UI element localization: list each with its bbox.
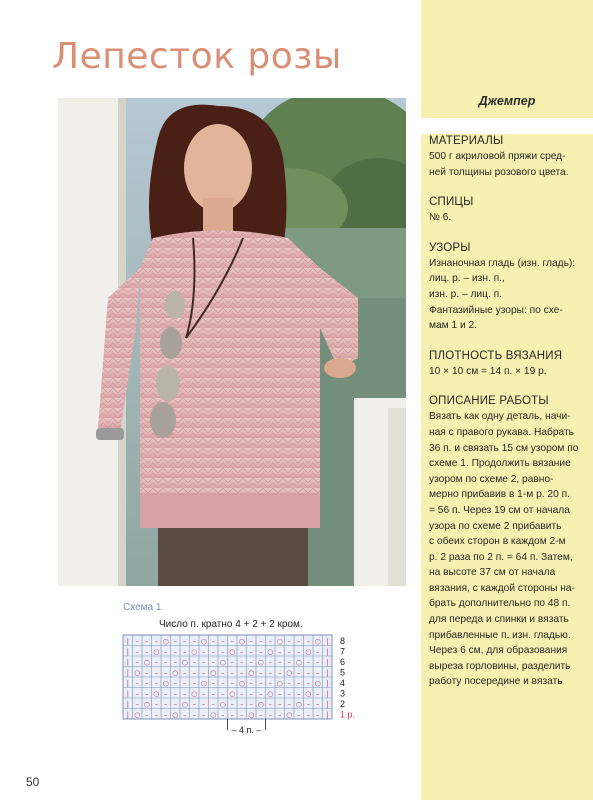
schema-caption: Число п. кратно 4 + 2 + 2 кром. [159,619,303,630]
stitch-symbol: ○ [134,710,141,719]
stitch-symbol: | [326,647,329,656]
section-description [429,394,591,690]
section-gauge [429,349,591,380]
stitch-symbol: – [259,637,263,646]
stitch-symbol: – [306,679,310,688]
stitch-symbol: – [164,647,168,656]
stitch-symbol: – [164,658,168,667]
section-line: мам 1 и 2. [429,320,478,332]
stitch-symbol: – [249,658,253,667]
stitch-symbol: ○ [172,668,179,677]
stitch-symbol: – [173,700,177,709]
stitch-symbol: ○ [134,668,141,677]
section-line: Через 6 см, для образования [429,645,568,657]
row-label: 3 [340,688,346,699]
stitch-symbol: – [306,700,310,709]
section-patterns [429,241,591,334]
stitch-symbol: ○ [153,689,160,698]
stitch-symbol: – [202,668,206,677]
stitch-symbol: ○ [314,679,321,688]
stitch-symbol: – [173,637,177,646]
section-line: работу посередине и вязать [429,676,563,688]
stitch-symbol: ○ [276,679,283,688]
stitch-symbol: – [240,658,244,667]
stitch-symbol: – [306,710,310,719]
stitch-symbol: – [297,689,301,698]
row-label: 2 [340,698,346,709]
stitch-symbol: | [126,689,129,698]
stitch-symbol: ○ [257,700,264,709]
section-line: Вязать как одну деталь, начи- [429,411,571,423]
stitch-symbol: – [145,668,149,677]
stitch-symbol: – [221,647,225,656]
stitch-symbol: – [268,700,272,709]
section-line: схеме 1. Продолжить вязание [429,458,571,470]
stitch-symbol: – [259,710,263,719]
stitch-symbol: – [135,637,139,646]
stitch-symbol: – [173,679,177,688]
stitch-symbol: – [221,710,225,719]
instructions [429,134,591,690]
stitch-symbol: | [126,710,129,719]
stitch-symbol: | [326,668,329,677]
stitch-symbol: – [297,679,301,688]
section-heading: ОПИСАНИЕ РАБОТЫ [429,395,549,408]
stitch-symbol: – [259,647,263,656]
stitch-symbol: – [278,668,282,677]
stitch-symbol: ○ [162,679,169,688]
stitch-symbol: – [278,710,282,719]
stitch-symbol: ○ [305,689,312,698]
stitch-symbol: – [278,700,282,709]
stitch-symbol: – [297,647,301,656]
stitch-symbol: – [230,710,234,719]
model-photo [58,98,406,586]
stitch-symbol: – [316,689,320,698]
stitch-symbol: – [164,689,168,698]
stitch-symbol: ○ [181,700,188,709]
stitch-symbol: – [135,647,139,656]
stitch-symbol: – [230,700,234,709]
stitch-symbol: – [211,647,215,656]
stitch-symbol: – [268,637,272,646]
section-line: 10 × 10 см = 14 п. × 19 р. [429,365,547,377]
stitch-symbol: | [326,710,329,719]
stitch-symbol: – [316,647,320,656]
stitch-symbol: ○ [210,710,217,719]
stitch-symbol: ○ [172,710,179,719]
stitch-symbol: – [183,647,187,656]
section-line: лиц. р. – изн. п., [429,273,505,285]
stitch-symbol: | [126,668,129,677]
stitch-symbol: | [326,658,329,667]
stitch-symbol: | [126,658,129,667]
stitch-symbol: – [316,710,320,719]
stitch-symbol: ○ [295,658,302,667]
section-line: Изнаночная гладь (изн. гладь): [429,257,576,269]
section-heading: ПЛОТНОСТЬ ВЯЗАНИЯ [429,349,563,362]
stitch-symbol: ○ [248,710,255,719]
stitch-symbol: – [135,700,139,709]
stitch-symbol: – [278,658,282,667]
section-line: прибавленные п. изн. гладью. [429,629,571,641]
stitch-symbol: – [230,637,234,646]
section-line: узора по схеме 2 прибавить [429,520,562,532]
stitch-symbol: | [126,700,129,709]
stitch-symbol: – [221,679,225,688]
stitch-symbol: – [173,658,177,667]
stitch-symbol: ○ [286,710,293,719]
stitch-symbol: – [306,658,310,667]
stitch-symbol: – [192,658,196,667]
section-line: выреза горловины, разделить [429,660,571,672]
stitch-symbol: – [173,689,177,698]
page-number: 50 [26,775,40,789]
stitch-symbol: ○ [143,700,150,709]
section-heading: МАТЕРИАЛЫ [429,135,504,147]
stitch-symbol: ○ [257,658,264,667]
stitch-symbol: – [287,700,291,709]
stitch-symbol: | [326,689,329,698]
stitch-symbol: – [316,658,320,667]
stitch-symbol: ○ [314,637,321,646]
section-line: брать дополнительно по 48 п. [429,598,571,610]
stitch-symbol: – [287,637,291,646]
stitch-symbol: – [221,689,225,698]
stitch-symbol: – [192,710,196,719]
section-heading: СПИЦЫ [429,196,474,209]
stitch-symbol: ○ [191,647,198,656]
section-line: изн. р. – лиц. п. [429,288,502,300]
stitch-symbol: – [287,679,291,688]
stitch-symbol: – [249,700,253,709]
stitch-symbol: – [297,668,301,677]
section-line: вязания, с каждой стороны на- [429,582,575,594]
stitch-symbol: | [326,679,329,688]
stitch-symbol: – [306,668,310,677]
stitch-symbol: – [183,679,187,688]
stitch-symbol: – [221,637,225,646]
stitch-symbol: – [164,700,168,709]
stitch-symbol: – [211,637,215,646]
section-line: на высоте 37 см от начала [429,567,556,579]
stitch-symbol: – [202,658,206,667]
section-line: ная с правого рукава. Набрать [429,426,574,438]
stitch-symbol: – [211,689,215,698]
stitch-symbol: ○ [238,637,245,646]
stitch-symbol: – [230,668,234,677]
stitch-symbol: – [268,668,272,677]
stitch-symbol: – [202,700,206,709]
stitch-symbol: | [326,637,329,646]
stitch-symbol: ○ [219,700,226,709]
stitch-symbol: – [145,710,149,719]
stitch-symbol: – [268,658,272,667]
section-line: с обеих сторон в каждом 2-м [429,536,566,548]
row-label: 1 р. [340,709,356,720]
section-line: 36 п. и связать 15 см узором по [429,442,579,454]
row-label: 4 [340,677,346,688]
stitch-symbol: – [154,679,158,688]
stitch-symbol: ○ [219,658,226,667]
stitch-symbol: – [240,700,244,709]
stitch-symbol: – [249,647,253,656]
stitch-symbol: ○ [229,647,236,656]
stitch-symbol: ○ [143,658,150,667]
stitch-symbol: ○ [238,679,245,688]
section-needles [429,195,591,226]
stitch-symbol: ○ [162,637,169,646]
stitch-symbol: – [211,679,215,688]
stitch-symbol: – [145,637,149,646]
stitch-symbol: – [240,647,244,656]
knitting-chart [120,630,368,748]
stitch-symbol: ○ [200,637,207,646]
stitch-symbol: – [154,700,158,709]
stitch-symbol: – [192,700,196,709]
stitch-symbol: – [259,668,263,677]
row-label: 5 [340,667,346,678]
stitch-symbol: – [278,689,282,698]
stitch-symbol: – [192,668,196,677]
section-heading: УЗОРЫ [429,241,471,254]
stitch-symbol: – [192,637,196,646]
stitch-symbol: – [240,710,244,719]
stitch-symbol: – [211,658,215,667]
stitch-symbol: – [202,689,206,698]
stitch-symbol: – [154,710,158,719]
stitch-symbol: ○ [191,689,198,698]
stitch-symbol: – [249,679,253,688]
stitch-symbol: – [268,710,272,719]
stitch-symbol: – [202,710,206,719]
stitch-symbol: – [240,668,244,677]
row-label: 8 [340,635,346,646]
stitch-symbol: – [316,700,320,709]
stitch-symbol: ○ [229,689,236,698]
section-line: узором по схеме 2, равно- [429,473,554,485]
stitch-symbol: – [230,679,234,688]
stitch-symbol: – [249,637,253,646]
stitch-symbol: – [154,658,158,667]
stitch-symbol: – [249,689,253,698]
stitch-symbol: – [297,710,301,719]
stitch-symbol: – [173,647,177,656]
stitch-symbol: | [326,700,329,709]
section-line: мерно прибавив в 1-м р. 20 п. [429,489,570,501]
stitch-symbol: – [145,679,149,688]
schema-title: Схема 1 [123,602,162,613]
stitch-symbol: – [164,668,168,677]
stitch-symbol: – [240,689,244,698]
stitch-symbol: ○ [286,668,293,677]
stitch-symbol: – [164,710,168,719]
stitch-symbol: ○ [210,668,217,677]
stitch-symbol: – [287,658,291,667]
stitch-symbol: – [259,679,263,688]
stitch-symbol: – [135,689,139,698]
stitch-symbol: – [278,647,282,656]
stitch-symbol: – [268,679,272,688]
row-label: 7 [340,646,346,657]
stitch-symbol: – [287,647,291,656]
divider [421,118,593,134]
stitch-symbol: – [183,710,187,719]
stitch-symbol: – [183,637,187,646]
stitch-symbol: – [297,637,301,646]
stitch-symbol: ○ [305,647,312,656]
stitch-symbol: – [306,637,310,646]
stitch-symbol: ○ [248,668,255,677]
garment-type: Джемпер [478,94,536,108]
stitch-symbol: – [145,647,149,656]
stitch-symbol: ○ [153,647,160,656]
stitch-symbol: – [145,689,149,698]
section-line: ней толщины розового цвета. [429,166,569,178]
stitch-symbol: – [154,668,158,677]
stitch-symbol: – [183,689,187,698]
stitch-symbol: ○ [276,637,283,646]
stitch-symbol: – [259,689,263,698]
row-label: 6 [340,656,346,667]
repeat-label: – 4 п. – [231,725,262,735]
stitch-symbol: | [126,679,129,688]
stitch-symbol: – [135,658,139,667]
stitch-symbol: ○ [200,679,207,688]
stitch-symbol: – [192,679,196,688]
stitch-symbol: – [287,689,291,698]
stitch-symbol: – [316,668,320,677]
page-title: Лепесток розы [52,36,342,77]
section-line: = 56 п. Через 19 см от начала [429,504,570,516]
stitch-symbol: – [211,700,215,709]
stitch-symbol: ○ [295,700,302,709]
section-line: Фантазийные узоры: по схе- [429,304,563,316]
stitch-symbol: – [230,658,234,667]
stitch-symbol: – [135,679,139,688]
stitch-symbol: ○ [181,658,188,667]
section-line: 500 г акриловой пряжи сред- [429,151,566,162]
stitch-symbol: – [202,647,206,656]
section-materials [429,134,591,180]
section-line: р. 2 раза по 2 п. = 64 п. Затем, [429,551,573,563]
stitch-symbol: – [154,637,158,646]
stitch-symbol: ○ [267,689,274,698]
stitch-symbol: | [126,647,129,656]
stitch-symbol: – [221,668,225,677]
stitch-symbol: – [183,668,187,677]
stitch-symbol: ○ [267,647,274,656]
stitch-symbol: | [126,637,129,646]
section-line: № 6. [429,212,452,224]
section-line: для переда и спинки и вязать [429,614,569,626]
